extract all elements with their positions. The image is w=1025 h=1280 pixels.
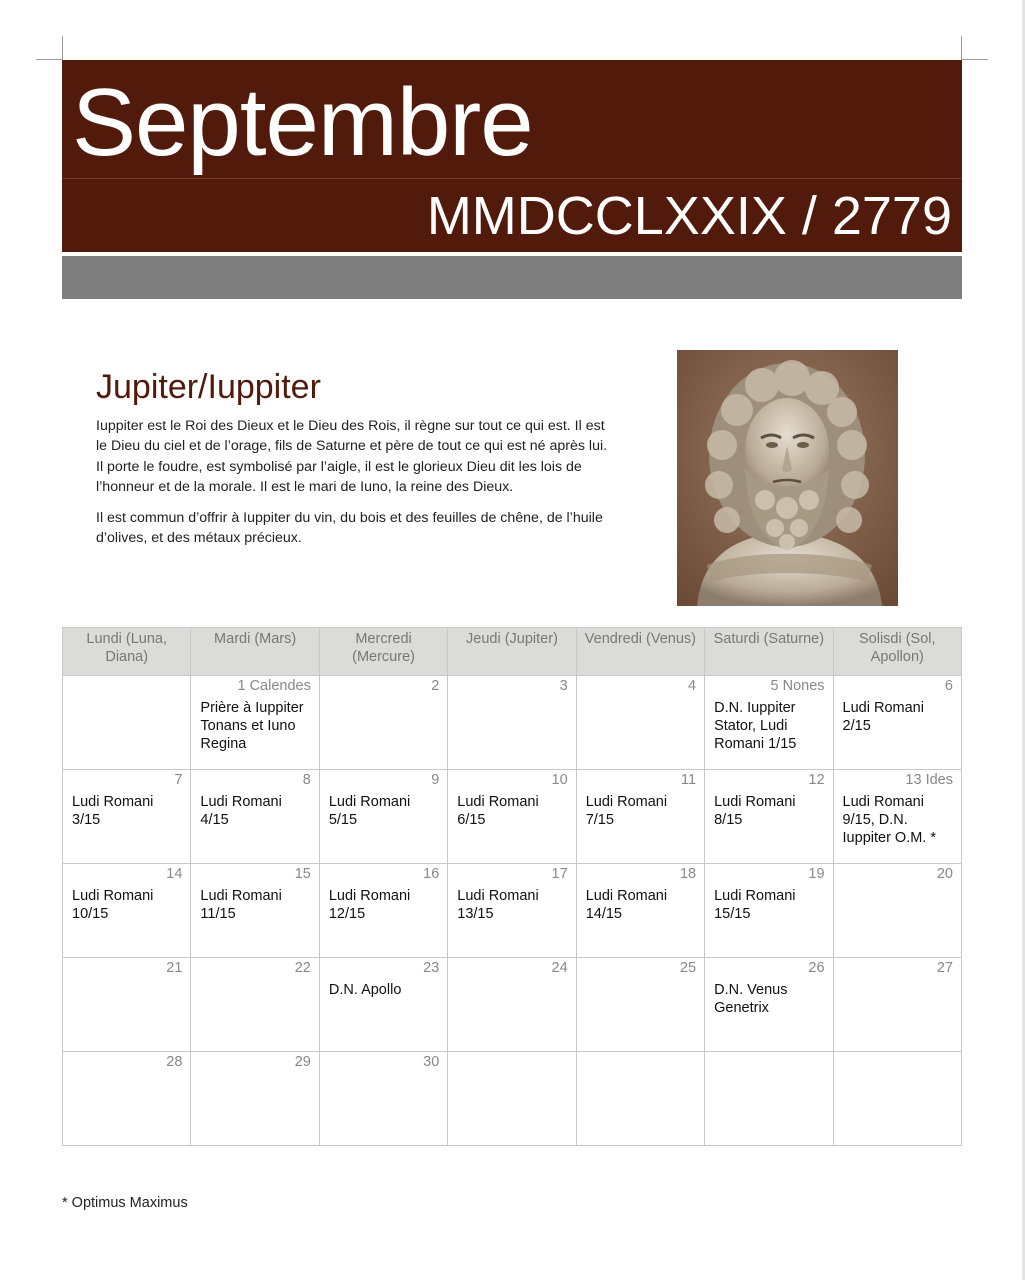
day-cell <box>191 1052 319 1146</box>
day-number: 8 <box>302 772 311 788</box>
day-cell <box>576 770 704 864</box>
day-cell <box>705 770 833 864</box>
day-event <box>448 695 575 699</box>
day-cell <box>319 676 447 770</box>
deity-description <box>96 416 608 558</box>
weekday-header: Vendredi (Venus) <box>576 628 704 676</box>
day-cell <box>833 958 961 1052</box>
day-number: 2 <box>431 678 440 694</box>
day-cell <box>448 676 576 770</box>
day-number: 30 <box>423 1054 440 1070</box>
week-row <box>63 676 962 770</box>
day-event: Ludi Romani 8/15 <box>714 794 796 828</box>
day-event <box>320 1071 447 1075</box>
deity-paragraph: Il est commun d’offrir à Iuppiter du vin, du bois et des feuilles de chêne, de l’huile d’olives, et des métaux précieux. <box>96 509 603 547</box>
day-cell <box>191 864 319 958</box>
jupiter-bust-image <box>677 350 898 606</box>
day-cell <box>833 864 961 958</box>
day-cell <box>576 1052 704 1146</box>
deity-paragraph: Iuppiter est le Roi des Dieux et le Dieu des Rois, il règne sur tout ce qui est. Il est le Dieu du ciel et de l’orage, fils de Saturne et père de tout ce qui est né après lui. Il porte le foudre, est symbolisé par l’aigle, il est le glorieux Dieu dit les lois de l’honneur et de la morale. Il est le mari de Iuno, la reine des Dieux. <box>96 418 608 496</box>
crop-mark <box>962 59 988 60</box>
footnote: * Optimus Maximus <box>62 1195 188 1211</box>
day-number: 18 <box>679 866 697 882</box>
day-cell <box>705 864 833 958</box>
day-cell <box>191 676 319 770</box>
day-number: 15 <box>294 866 311 882</box>
day-number: 7 <box>174 772 183 788</box>
day-event: D.N. Venus Genetrix <box>714 982 788 1016</box>
month-title: Septembre <box>72 69 533 176</box>
weekday-header-row <box>63 628 962 676</box>
day-event: D.N. Iuppiter Stator, Ludi Romani 1/15 <box>714 700 797 752</box>
day-event <box>834 977 961 981</box>
day-cell <box>319 958 447 1052</box>
weekday-header: Solisdi (Sol, Apollon) <box>833 628 961 676</box>
day-cell <box>705 1052 833 1146</box>
day-cell <box>576 864 704 958</box>
deity-title: Jupiter/Iuppiter <box>96 368 321 406</box>
day-number: 16 <box>423 866 440 882</box>
day-number <box>705 1052 832 1071</box>
day-number: 24 <box>551 960 568 976</box>
day-number: 21 <box>166 960 183 976</box>
crop-mark <box>62 36 63 60</box>
day-number <box>577 1052 704 1071</box>
day-event <box>705 1071 832 1075</box>
day-cell <box>63 770 191 864</box>
week-row <box>63 864 962 958</box>
day-event <box>63 1071 190 1075</box>
week-row <box>63 958 962 1052</box>
day-cell <box>448 770 576 864</box>
month-calendar <box>62 627 962 1146</box>
day-event <box>63 977 190 981</box>
day-cell <box>448 958 576 1052</box>
weekday-header: Mardi (Mars) <box>191 628 319 676</box>
day-cell <box>833 676 961 770</box>
day-number: 10 <box>551 772 568 788</box>
day-event <box>577 1071 704 1075</box>
day-event <box>320 695 447 699</box>
day-event <box>834 1071 961 1075</box>
day-event: Ludi Romani 6/15 <box>457 794 539 828</box>
day-number: 6 <box>944 678 953 694</box>
day-cell <box>191 770 319 864</box>
day-number: 28 <box>166 1054 183 1070</box>
day-number <box>63 676 190 695</box>
day-number: 27 <box>936 960 953 976</box>
day-event: Ludi Romani 12/15 <box>328 888 411 922</box>
day-cell <box>705 958 833 1052</box>
day-cell <box>576 958 704 1052</box>
day-number <box>834 1052 961 1071</box>
header-divider <box>62 178 962 179</box>
day-cell <box>448 864 576 958</box>
day-number: 20 <box>936 866 953 882</box>
day-cell <box>63 958 191 1052</box>
day-cell <box>319 864 447 958</box>
day-number: 23 <box>423 960 440 976</box>
weekday-header: Mercredi (Mercure) <box>319 628 447 676</box>
day-cell <box>63 1052 191 1146</box>
crop-mark <box>36 59 62 60</box>
day-event: Ludi Romani 15/15 <box>714 888 796 922</box>
day-event <box>191 1071 318 1075</box>
day-cell <box>705 676 833 770</box>
day-number: 14 <box>166 866 183 882</box>
day-event: Ludi Romani 3/15 <box>72 794 154 828</box>
day-cell <box>319 1052 447 1146</box>
header-band <box>62 256 962 299</box>
month-header <box>62 60 962 252</box>
weekday-header: Jeudi (Jupiter) <box>448 628 576 676</box>
day-number: 4 <box>688 678 697 694</box>
day-event: Ludi Romani 10/15 <box>72 888 154 922</box>
day-event: D.N. Apollo <box>328 982 402 998</box>
day-cell <box>833 1052 961 1146</box>
day-number: 26 <box>808 960 825 976</box>
day-event <box>577 977 704 981</box>
day-number: 1 Calendes <box>237 678 311 694</box>
day-event: Ludi Romani 13/15 <box>457 888 539 922</box>
day-event <box>834 883 961 887</box>
day-number: 19 <box>808 866 825 882</box>
day-event <box>191 977 318 981</box>
day-event: Ludi Romani 7/15 <box>585 794 668 828</box>
day-event: Ludi Romani 11/15 <box>200 888 282 922</box>
day-number: 13 Ides <box>905 772 953 788</box>
day-event <box>577 695 704 699</box>
day-event <box>63 695 190 699</box>
day-event: Prière à Iuppiter Tonans et Iuno Regina <box>200 700 304 752</box>
day-cell <box>319 770 447 864</box>
week-row <box>63 1052 962 1146</box>
day-cell <box>63 676 191 770</box>
day-event: Ludi Romani 9/15, D.N. Iuppiter O.M. * <box>842 794 937 846</box>
day-number: 17 <box>551 866 568 882</box>
year-title: MMDCCLXXIX / 2779 <box>426 186 952 246</box>
day-number: 3 <box>559 678 568 694</box>
day-number: 22 <box>294 960 311 976</box>
day-number: 29 <box>294 1054 311 1070</box>
weekday-header: Lundi (Luna, Diana) <box>63 628 191 676</box>
day-event <box>448 1071 575 1075</box>
weekday-header: Saturdi (Saturne) <box>705 628 833 676</box>
day-cell <box>191 958 319 1052</box>
day-event: Ludi Romani 2/15 <box>842 700 924 734</box>
week-row <box>63 770 962 864</box>
day-cell <box>448 1052 576 1146</box>
day-number <box>448 1052 575 1071</box>
day-number: 5 Nones <box>770 678 825 694</box>
crop-mark <box>961 36 962 60</box>
day-event: Ludi Romani 14/15 <box>585 888 668 922</box>
day-number: 11 <box>681 772 697 788</box>
day-event: Ludi Romani 4/15 <box>200 794 282 828</box>
day-event: Ludi Romani 5/15 <box>328 794 411 828</box>
day-cell <box>63 864 191 958</box>
day-cell <box>833 770 961 864</box>
day-cell <box>576 676 704 770</box>
day-number: 25 <box>679 960 697 976</box>
day-number: 9 <box>431 772 440 788</box>
day-number: 12 <box>808 772 825 788</box>
day-event <box>448 977 575 981</box>
